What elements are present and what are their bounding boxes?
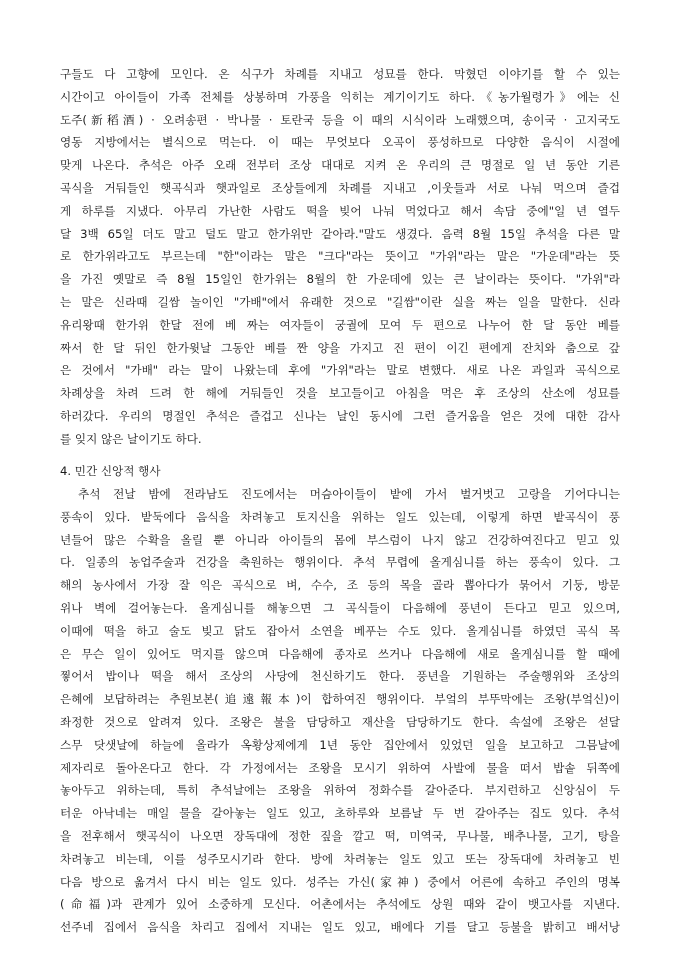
text-line: 구들도 다 고향에 모인다. 온 식구가 차례를 지내고 성묘를 한다. 막혔던 이야기를 할 수 있는 [60,67,620,81]
text-line: 위나 벽에 걸어놓는다. 올게심니를 해놓으면 그 곡식들이 다음해에 풍년이 든다고 믿고 있으며, [60,600,620,615]
text-line: 터운 아낙네는 매일 물을 갈아놓는 일도 있고, 초하루와 보름날 두 번 갈아주는 집도 있다. 추석 [60,806,620,821]
text-line: 이때에 떡을 하고 술도 빚고 닭도 잡아서 소연을 베푸는 수도 있다. 올게심니를 하였던 곡식 목 [60,623,620,638]
text-line: 을 가진 옛말로 즉 8월 15일인 한가위는 8월의 한 가운데에 있는 큰 날이라는 뜻이다. "가위"라 [60,272,620,287]
text-line: 게 하루를 지냈다. 아무리 가난한 사람도 떡을 빚어 나눠 먹었다고 해서 속담 중에"일 년 열두 [60,203,620,218]
chuseok-origin-paragraph [60,63,620,451]
text-line: 을 전후해서 햇곡식이 나오면 장독대에 정한 짚을 깔고 떡, 미역국, 무나물, 배추나물, 고기, 탕을 [60,828,620,843]
text-line: 좌정한 것으로 알려져 있다. 조왕은 불을 담당하고 재산을 담당하기도 한다. 속설에 조왕은 섣달 [60,714,620,729]
text-line: 짜서 한 달 뒤인 한가윗날 그동안 베를 짠 양을 가지고 진 편이 이긴 편에게 잔치와 춤으로 갚 [60,340,620,355]
text-line: 곡식을 거둬들인 햇곡식과 햇과일로 조상들에게 차례를 지내고 ,이웃들과 서로 나눠 먹으며 즐겁 [60,180,620,195]
text-line: 다. 일종의 농업주술과 건강을 축원하는 행위이다. 추석 무렵에 올게심니를 하는 풍속이 있다. 그 [60,555,620,570]
text-line: 추석 전날 밤에 전라남도 진도에서는 머슴아이들이 밭에 가서 벌거벗고 고랑을 기어다니는 [78,487,620,501]
text-line: 로 한가위라고도 부르는데 "한"이라는 말은 "크다"라는 뜻이고 "가위"라는 말은 "가운데"라는 뜻 [60,249,620,264]
text-line: 는 말은 신라때 길쌈 놀이인 "가배"에서 유래한 것으로 "길쌈"이란 실을 짜는 일을 말한다. 신라 [60,294,620,309]
section-heading [60,460,620,483]
text-line: 풍속이 있다. 밭둑에다 음식을 차려놓고 토지신을 위하는 일도 있는데, 이렇게 하면 밭곡식이 풍 [60,509,620,524]
text-line: 유리왕때 한가위 한달 전에 베 짜는 여자들이 궁궐에 모여 두 편으로 나누어 한 달 동안 베를 [60,317,620,332]
text-line: 도주(新稻酒) · 오려송편 · 박나물 · 토란국 등을 이 때의 시식이라 노래했으며, 송이국 · 고지국도 [60,112,620,127]
text-line: 놓아두고 위하는데, 특히 추석날에는 조왕을 위하여 정화수를 갈아준다. 부지런하고 신앙심이 두 [60,783,620,798]
text-line: 은 것에서 "가배" 라는 말이 나왔는데 후에 "가위"라는 말로 변했다. 새로 나온 과일과 곡식으로 [60,363,620,378]
text-line: 영동 지방에서는 별식으로 먹는다. 이 때는 무엇보다 오곡이 풍성하므로 다양한 음식이 시절에 [60,135,620,150]
text-line: 년들어 많은 수확을 올릴 뿐 아니라 아이들의 몸에 부스럼이 나지 않고 건강하여진다고 믿고 있 [60,532,620,547]
text-line: 제자리로 돌아온다고 한다. 각 가정에서는 조왕을 모시기 위하여 사발에 물을 떠서 밥솥 뒤쪽에 [60,760,620,775]
text-line: 차례상을 차려 드려 한 해에 거둬들인 것을 보고들이고 아침을 먹은 후 조상의 산소에 성묘를 [60,386,620,401]
text-line: 맞게 나온다. 추석은 아주 오래 전부터 조상 대대로 지켜 온 우리의 큰 명절로 일 년 동안 기른 [60,158,620,173]
folk-belief-paragraph [60,483,620,939]
text-line: 하러갔다. 우리의 명절인 추석은 즐겁고 신나는 날인 동시에 그런 즐거움을 얻은 것에 대한 감사 [60,408,620,423]
text-line: 스무 닷샛날에 하늘에 올라가 옥황상제에게 1년 동안 집안에서 있었던 일을 보고하고 그믐날에 [60,737,620,752]
text-line: 달 3백 65일 더도 말고 덜도 말고 한가위만 같아라."말도 생겼다. 음력 8월 15일 추석을 다른 말 [60,226,620,241]
text-line: 선주네 집에서 음식을 차리고 집에서 지내는 일도 있고, 배에다 기를 달고 등불을 밝히고 배서낭 [60,920,620,935]
text-line: 차려놓고 비는데, 이를 성주모시기라 한다. 방에 차려놓는 일도 있고 또는 장독대에 차려놓고 빈 [60,851,620,866]
text-line: 시간이고 아이들이 가족 전체를 상봉하며 가풍을 익히는 계기이기도 하다.《농가월령가》에는 신 [60,89,620,104]
text-line: 찧어서 밥이나 떡을 해서 조상의 사당에 천신하기도 한다. 풍년을 기원하는 주술행위와 조상의 [60,669,620,684]
text-line: 를 잊지 않은 날이기도 하다. [60,431,202,446]
text-line: 은혜에 보답하려는 추원보본(追遠報本)이 합하여진 행위이다. 부엌의 부뚜막에는 조왕(부엌신)이 [60,692,620,707]
text-line: 은 무슨 일이 있어도 먹지를 않으며 다음해에 종자로 쓰거나 다음해에 새로 올게심니를 할 때에 [60,646,620,661]
text-line: 다음 방으로 옮겨서 다시 비는 일도 있다. 성주는 가신(家神) 중에서 어른에 속하고 주인의 명복 [60,874,620,889]
section-heading-text: 4. 민간 신앙적 행사 [60,464,161,478]
text-line: 해의 농사에서 가장 잘 익은 곡식으로 벼, 수수, 조 등의 목을 골라 뽑아다가 묶어서 기둥, 방문 [60,578,620,593]
text-line: (命福)과 관계가 있어 소중하게 모신다. 어촌에서는 추석에도 상원 때와 같이 뱃고사를 지낸다. [60,897,620,912]
